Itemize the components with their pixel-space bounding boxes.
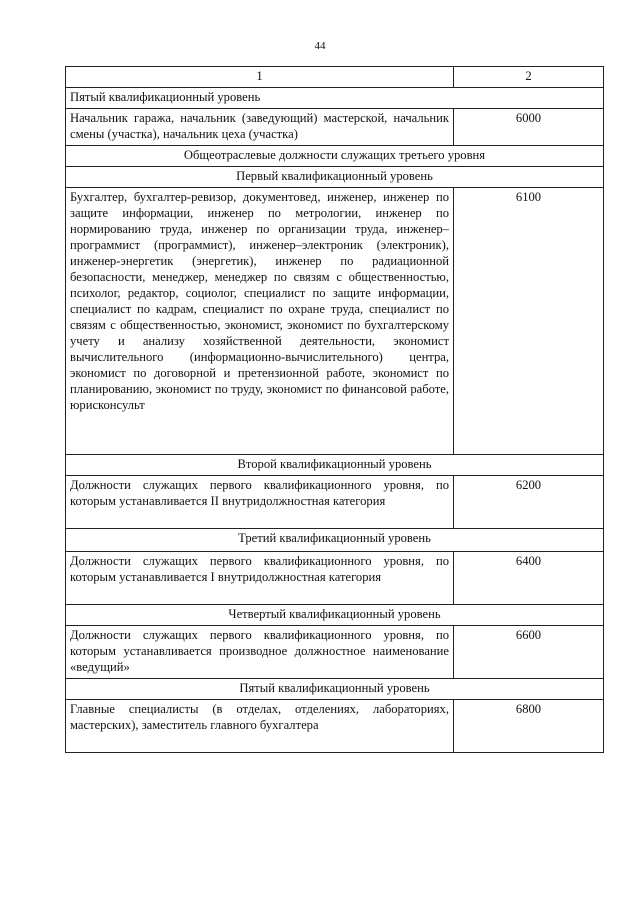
salary-cell: 6600: [454, 626, 604, 679]
section-title: Четвертый квалификационный уровень: [66, 605, 604, 626]
position-cell: Бухгалтер, бухгалтер-ревизор, документовед, инженер, инженер по защите информации, инженер по метрологии, инженер по нормированию труда, инженер по организации труда, инженер–программист (программист), инженер–электроник (электроник), инженер-энергетик (энергетик), инженер по радиационной безопасности, менеджер, менеджер по связям с общественностью, психолог, редактор, социолог, специалист по защите информации, специалист по кадрам, специалист по охране труда, специалист по связям с общественностью, экономист, экономист по бухгалтерскому учету и анализу хозяйственной деятельности, экономист вычислительного (информационно-вычислительного) центра, экономист по договорной и претензионной работе, экономист по планированию, экономист по труду, экономист по финансовой работе, юрисконсульт: [66, 188, 454, 455]
salary-cell: 6100: [454, 188, 604, 455]
page-number: 44: [314, 40, 326, 52]
section-title: Первый квалификационный уровень: [66, 167, 604, 188]
section-row: [66, 529, 604, 552]
table-row: [66, 109, 604, 146]
section-row: [66, 146, 604, 167]
salary-cell: 6800: [454, 700, 604, 753]
column-header-2: 2: [454, 67, 604, 88]
section-title: Пятый квалификационный уровень: [66, 679, 604, 700]
table-row: [66, 552, 604, 605]
table-row: [66, 188, 604, 455]
table-row: [66, 700, 604, 753]
column-header-1: 1: [66, 67, 454, 88]
position-cell: Должности служащих первого квалификационного уровня, по которым устанавливается I внутридолжностная категория: [66, 552, 454, 605]
section-row: [66, 88, 604, 109]
position-cell: Должности служащих первого квалификационного уровня, по которым устанавливается II внутридолжностная категория: [66, 476, 454, 529]
section-title: Общеотраслевые должности служащих третьего уровня: [66, 146, 604, 167]
position-cell: Главные специалисты (в отделах, отделениях, лабораториях, мастерских), заместитель главного бухгалтера: [66, 700, 454, 753]
position-cell: Должности служащих первого квалификационного уровня, по которым устанавливается производное должностное наименование «ведущий»: [66, 626, 454, 679]
section-row: [66, 455, 604, 476]
position-cell: Начальник гаража, начальник (заведующий) мастерской, начальник смены (участка), начальник цеха (участка): [66, 109, 454, 146]
section-title: Третий квалификационный уровень: [66, 529, 604, 552]
section-row: [66, 605, 604, 626]
salary-cell: 6400: [454, 552, 604, 605]
table-row: [66, 476, 604, 529]
table-row: [66, 626, 604, 679]
section-row: [66, 679, 604, 700]
salary-cell: 6000: [454, 109, 604, 146]
table-header-row: [66, 67, 604, 88]
salary-cell: 6200: [454, 476, 604, 529]
section-title: Пятый квалификационный уровень: [66, 88, 604, 109]
section-row: [66, 167, 604, 188]
salary-table: [65, 66, 604, 753]
section-title: Второй квалификационный уровень: [66, 455, 604, 476]
